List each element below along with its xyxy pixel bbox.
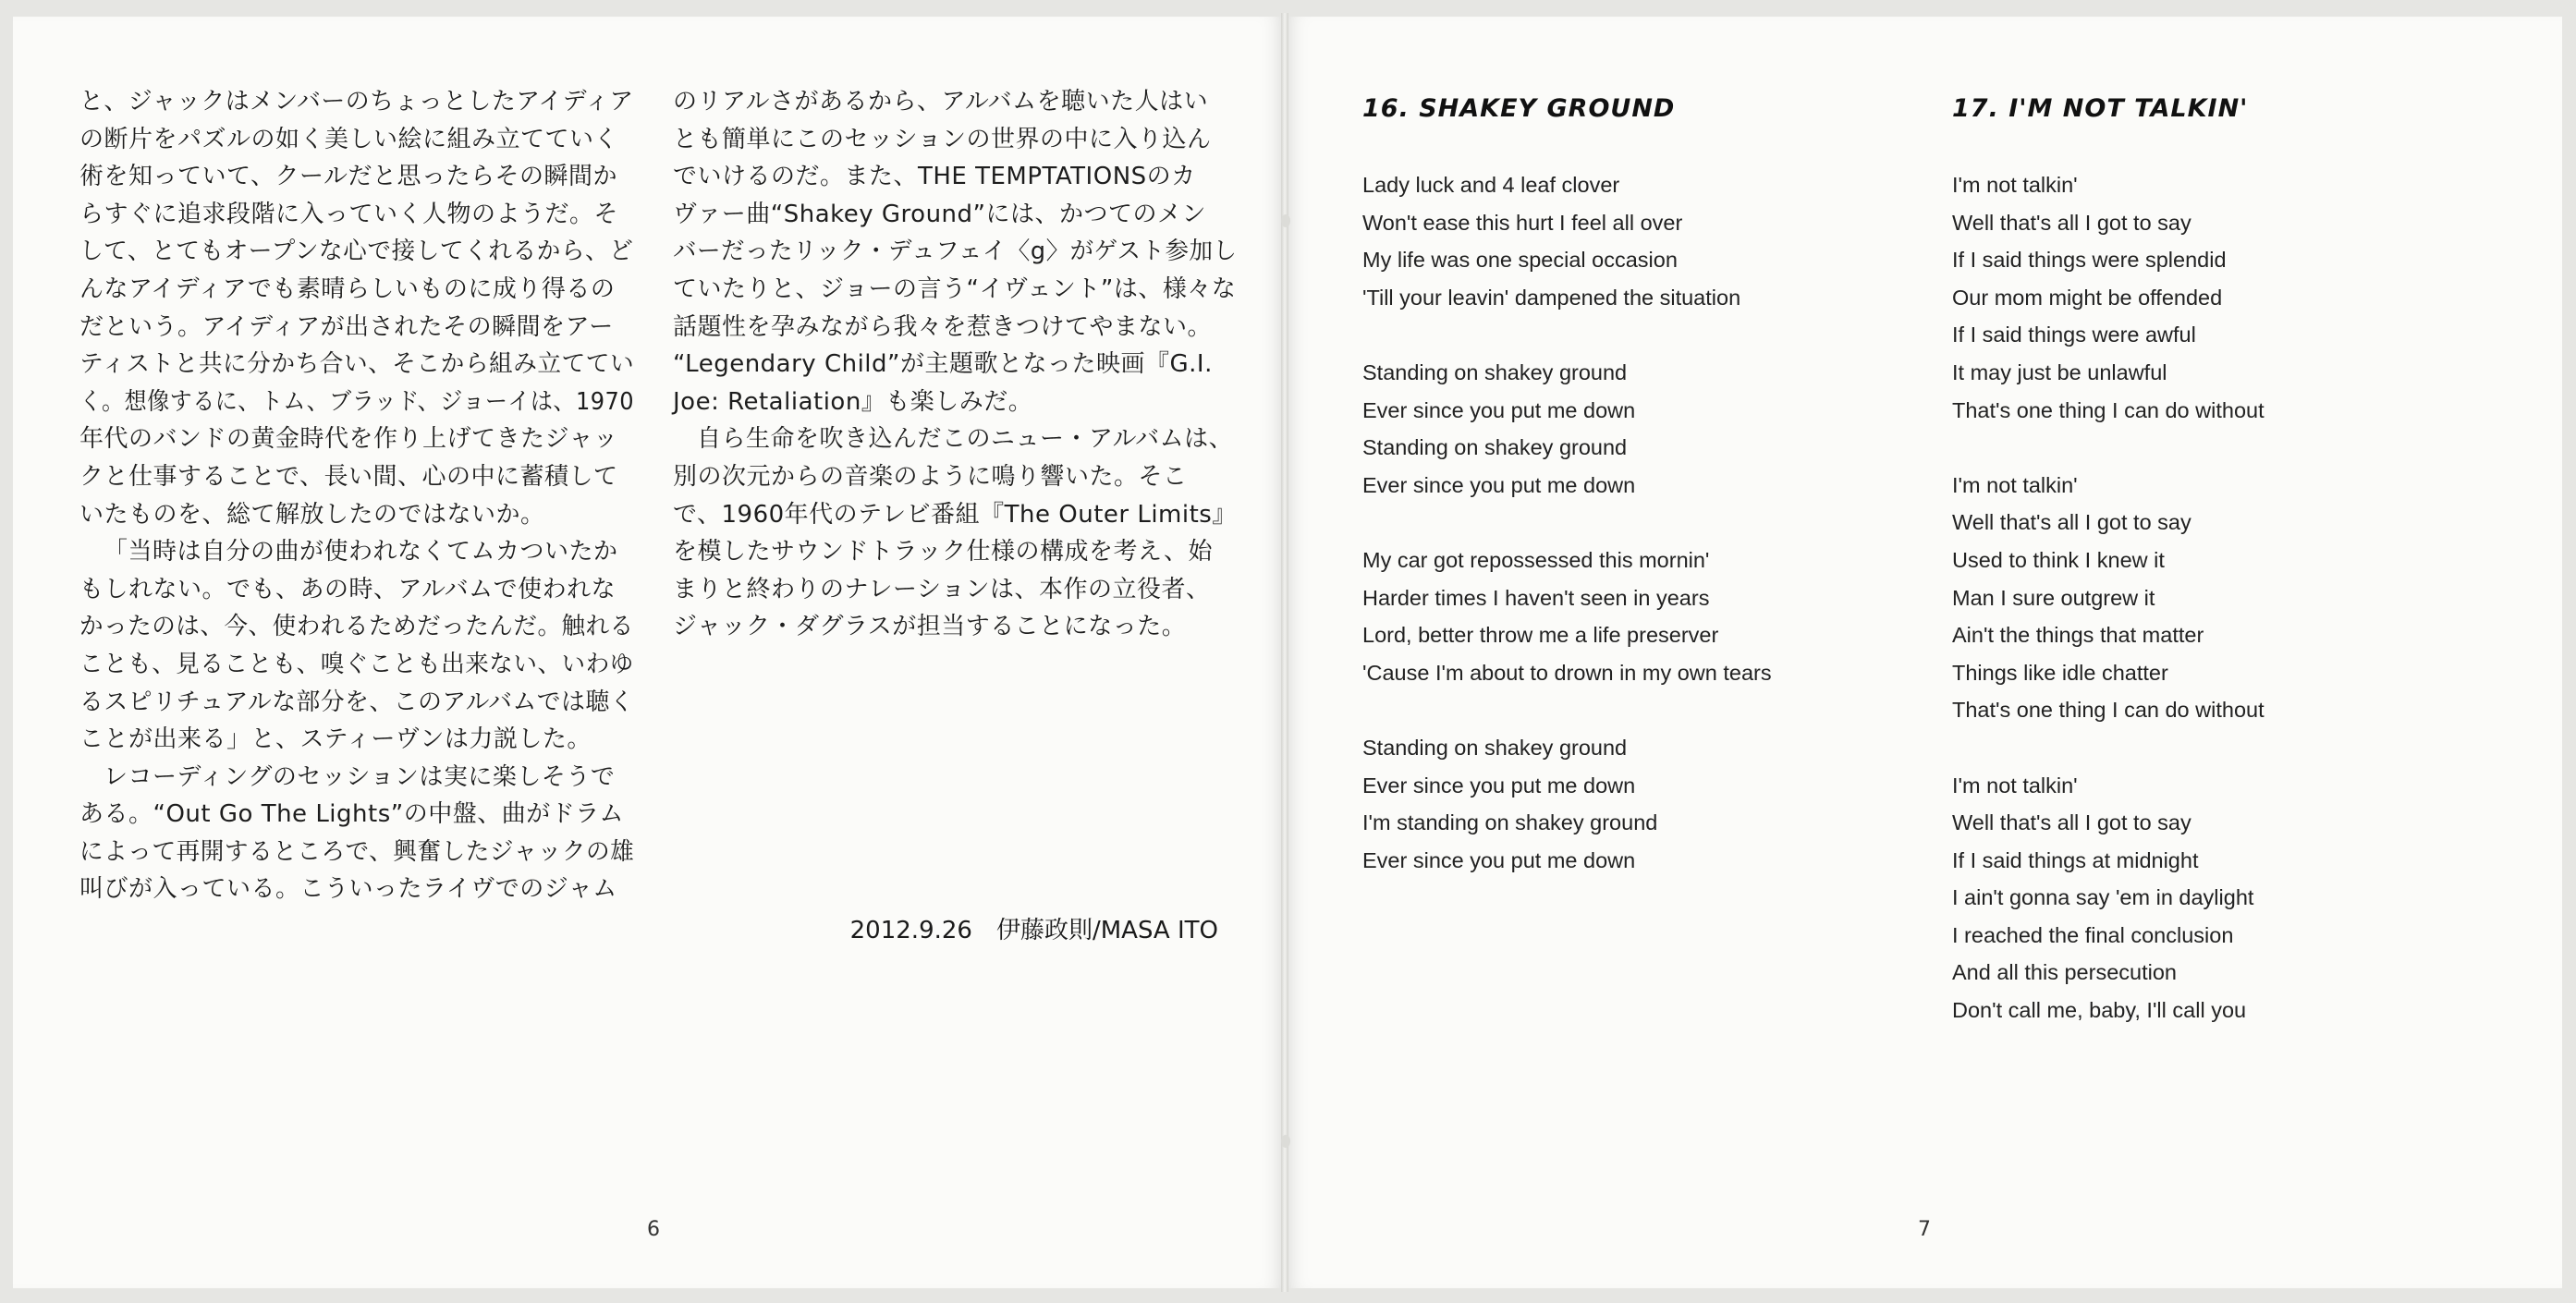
text-line: レコーディングのセッションは実に楽しそうで [104,762,616,791]
text-line: 叫びが入っている。こういったライヴでのジャム [79,875,617,904]
lyric-line: Ever since you put me down [1362,847,1636,872]
lyric-line: I'm not talkin' [1952,173,2078,197]
text-line: とも簡単にこのセッションの世界の中に入り込ん [673,125,1212,153]
lyric-line: Used to think I knew it [1952,547,2165,572]
lyric-line: Well that's all I got to say [1952,210,2191,235]
text-line: 「当時は自分の曲が使われなくてムカついたか [104,538,618,566]
lyric-line: Well that's all I got to say [1952,810,2191,835]
lyric-line: My life was one special occasion [1362,248,1678,273]
stanza-gap [1362,316,1917,354]
lyric-line: Standing on shakey ground [1362,435,1628,460]
text-line: ある。“Out Go The Lights”の中盤、曲がドラム [79,800,624,829]
text-line: ことが出来る」と、スティーヴンは力説した。 [79,725,592,754]
text-line: 術を知っていて、クールだと思ったらその瞬間か [79,163,617,191]
text-line: 話題性を孕みながら我々を惹きつけてやまない。 [673,312,1213,341]
text-line: もしれない。でも、あの時、アルバムで使われな [79,575,617,603]
lyric-line: Standing on shakey ground [1362,359,1628,384]
text-line: いたものを、総て解放したのではないか。 [79,500,545,529]
text-line: 自ら生命を吹き込んだこのニュー・アルバムは、 [697,425,1234,454]
text-line: のリアルさがあるから、アルバムを聴いた人はい [673,88,1209,116]
text-line: らすぐに追求段階に入っていく人物のようだ。そ [79,200,619,228]
lyric-line: My car got repossessed this mornin' [1362,547,1710,572]
lyric-line: Man I sure outgrew it [1952,585,2155,610]
text-line: ジャック・ダグラスが担当することになった。 [673,613,1187,641]
lyric-line: If I said things were awful [1952,323,2196,347]
liner-notes-column-2 [673,83,1237,646]
song-title-shakey-ground: 16. SHAKEY GROUND [1362,94,1676,123]
lyric-line: I ain't gonna say 'em in daylight [1952,885,2254,910]
lyrics-im-not-talkin [1952,166,2507,1029]
lyric-line: Won't ease this hurt I feel all over [1362,210,1683,235]
text-line: の断片をパズルの如く美しい絵に組み立てていく [79,125,619,153]
lyric-line: Lady luck and 4 leaf clover [1362,173,1620,197]
text-line: クと仕事することで、長い間、心の中に蓄積して [79,462,618,491]
lyrics-shakey-ground [1362,166,1917,879]
text-line: るスピリチュアルな部分を、このアルバムでは聴く [79,688,635,716]
lyric-line: Well that's all I got to say [1952,510,2191,535]
text-line: ヴァー曲“Shakey Ground”には、かつてのメン [673,200,1207,228]
lyric-line: 'Cause I'm about to drown in my own tears [1362,660,1772,685]
lyric-line: And all this persecution [1952,960,2177,985]
text-line: でいけるのだ。また、THE TEMPTATIONSのカ [673,163,1196,191]
lyric-line: I'm not talkin' [1952,472,2078,497]
text-line: Joe: Retaliation』も楽しみだ。 [673,387,1033,416]
text-line: と、ジャックはメンバーのちょっとしたアイディア [79,88,634,116]
lyric-line: Don't call me, baby, I'll call you [1952,998,2247,1023]
text-line: バーだったリック・デュフェイ〈g〉がゲスト参加し [673,237,1238,266]
text-line: ていたりと、ジョーの言う“イヴェント”は、様々な [673,274,1237,303]
text-line: によって再開するところで、興奮したジャックの雄 [79,837,635,866]
booklet-spine [1281,13,1288,1292]
lyric-line: Ain't the things that matter [1952,623,2204,648]
liner-notes-column-1 [79,83,634,908]
text-line: ティストと共に分かち合い、そこから組み立ててい [79,350,635,379]
text-line: して、とてもオープンな心で接してくれるから、ど [79,237,634,266]
stanza-gap [1952,729,2507,767]
lyric-line: I'm not talkin' [1952,773,2078,798]
staple-hole [1281,214,1290,227]
text-line: まりと終わりのナレーションは、本作の立役者、 [673,575,1211,603]
stanza-gap [1952,429,2507,467]
lyric-line: It may just be unlawful [1952,359,2167,384]
text-line: んなアイディアでも素晴らしいものに成り得るの [79,274,616,303]
lyric-line: I'm standing on shakey ground [1362,810,1658,835]
text-line: で、1960年代のテレビ番組『The Outer Limits』 [673,500,1237,529]
stanza-gap [1362,504,1917,542]
lyric-line: Ever since you put me down [1362,773,1636,798]
lyric-line: That's one thing I can do without [1952,698,2265,723]
song-title-im-not-talkin: 17. I'M NOT TALKIN' [1952,94,2249,123]
author-signature: 2012.9.26 伊藤政則/MASA ITO [849,917,1218,944]
text-line: 年代のバンドの黄金時代を作り上げてきたジャッ [79,425,618,454]
lyric-line: I reached the final conclusion [1952,922,2234,947]
text-line: 別の次元からの音楽のように鳴り響いた。そこ [673,462,1188,491]
lyric-line: Standing on shakey ground [1362,735,1628,760]
lyric-line: Ever since you put me down [1362,472,1636,497]
lyric-line: That's one thing I can do without [1952,397,2265,422]
text-line: を模したサウンドトラック仕様の構成を考え、始 [673,538,1214,566]
lyric-line: Our mom might be offended [1952,285,2223,310]
text-line: かったのは、今、使われるためだったんだ。触れる [79,613,634,641]
text-line: だという。アイディアが出されたその瞬間をアー [79,312,614,341]
lyric-line: If I said things at midnight [1952,847,2199,872]
staple-hole [1281,1135,1290,1148]
lyric-line: Lord, better throw me a life preserver [1362,623,1719,648]
text-line: “Legendary Child”が主題歌となった映画『G.I. [673,350,1213,379]
page-number-left: 6 [647,1218,660,1241]
lyric-line: If I said things were splendid [1952,248,2227,273]
lyric-line: Ever since you put me down [1362,397,1636,422]
lyric-line: 'Till your leavin' dampened the situation [1362,285,1741,310]
text-line: ことも、見ることも、嗅ぐことも出来ない、いわゆ [79,650,634,678]
lyric-line: Harder times I haven't seen in years [1362,585,1710,610]
stanza-gap [1362,691,1917,729]
text-line: く。想像するに、トム、ブラッド、ジョーイは、1970 [79,387,635,416]
page-number-right: 7 [1918,1218,1931,1241]
lyric-line: Things like idle chatter [1952,660,2168,685]
